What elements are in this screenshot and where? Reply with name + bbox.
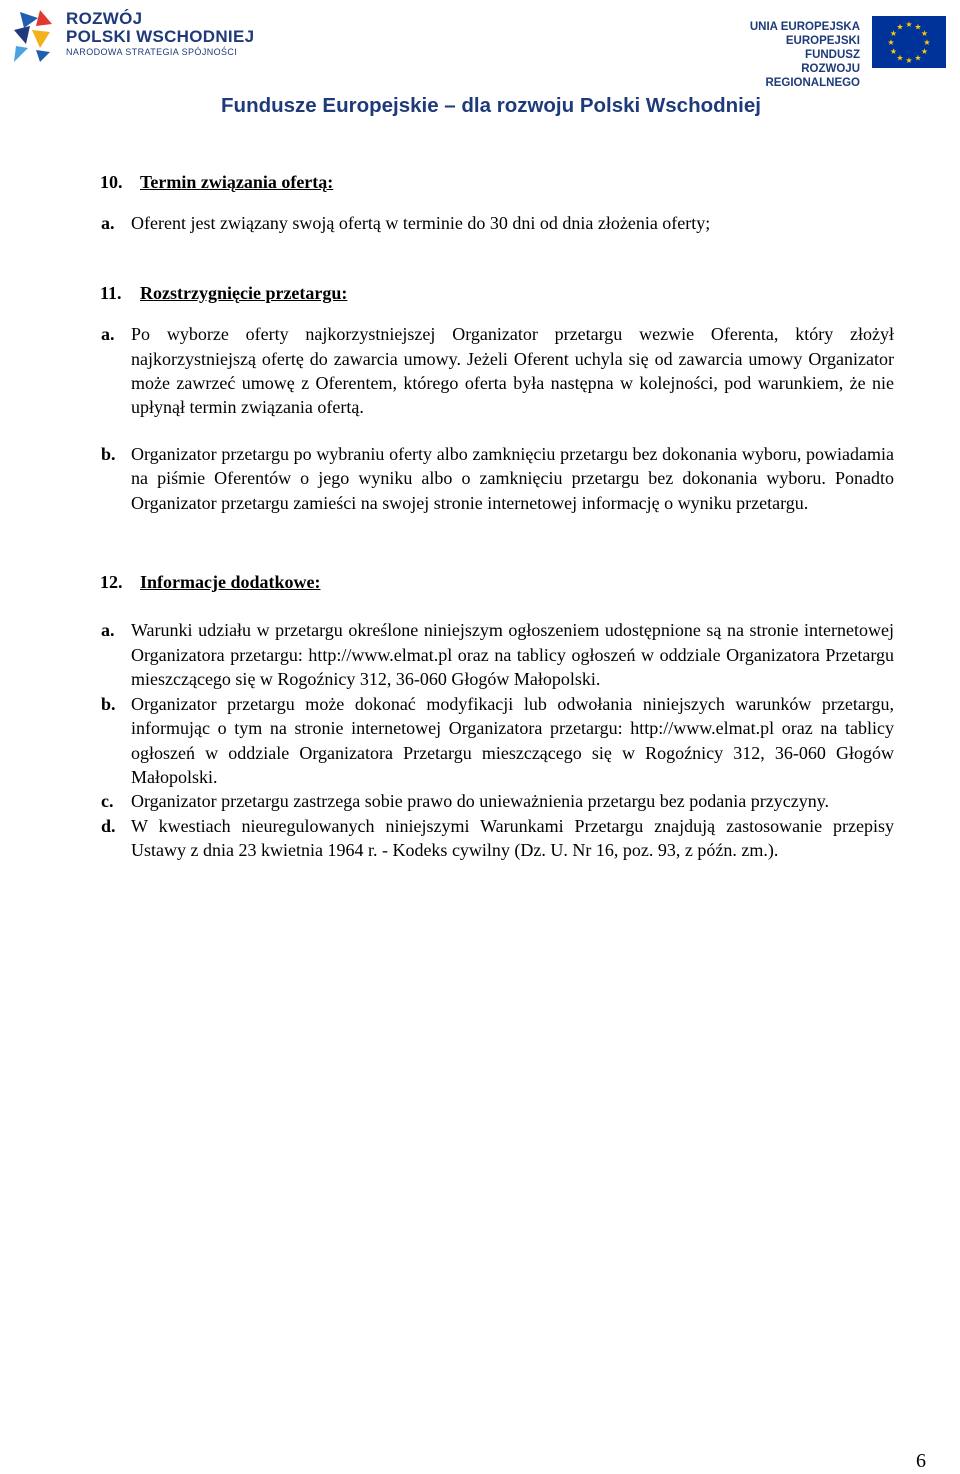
svg-text:★: ★ (889, 47, 898, 56)
eu-logo-line-1: UNIA EUROPEJSKA (749, 21, 860, 33)
list-item (66, 442, 928, 515)
page-header (0, 0, 960, 117)
list-item-label: a. (101, 620, 115, 641)
list-item-text: W kwestiach nieuregulowanych niniejszymi Warunkami Przetargu znajdują zastosowanie przepisy Ustawy z dnia 23 kwietnia 1964 r. - Kodeks cywilny (Dz. U. Nr 16, poz. 93, z późn. zm.). (131, 815, 894, 861)
list-item (66, 789, 928, 813)
list-item-label: a. (101, 324, 115, 345)
document-title: Fundusze Europejskie – dla rozwoju Polski Wschodniej (221, 94, 761, 117)
list-item-label: b. (101, 693, 116, 714)
section-title: Rozstrzygnięcie przetargu: (140, 282, 348, 303)
list-item-label: c. (101, 791, 114, 812)
star-emblem-icon (6, 4, 62, 64)
list-item (66, 211, 928, 235)
svg-text:★: ★ (920, 47, 929, 56)
list-item-text: Po wyborze oferty najkorzystniejszej Organizator przetargu wezwie Oferenta, który złożył najkorzystniejszą ofertę do zawarcia umowy. Jeżeli Oferent uchyla się od zawarcia umowy Organizator może zawrzeć umowę z Oferentem, którego oferta była następna w kolejności, pod warunkiem, że nie upłynął termin związania ofertą. (131, 324, 894, 418)
list-item-label: a. (101, 213, 115, 234)
section-number: 12. (100, 572, 123, 593)
logo-line-3: NARODOWA STRATEGIA SPÓJNOŚCI (66, 47, 238, 57)
list-item-text: Oferent jest związany swoją ofertą w terminie do 30 dni od dnia złożenia oferty; (131, 213, 711, 234)
svg-text:★: ★ (923, 38, 931, 47)
svg-text:★: ★ (896, 22, 904, 32)
list-item-label: b. (101, 443, 116, 464)
section-title: Termin związania ofertą: (140, 172, 334, 192)
eu-logo-line-3: ROZWOJU REGIONALNEGO (765, 63, 860, 89)
eu-flag-icon (872, 16, 946, 68)
list-item (66, 618, 928, 691)
list-item (66, 692, 928, 790)
svg-text:★: ★ (920, 29, 929, 38)
section-heading (100, 281, 928, 305)
section-heading (100, 170, 928, 194)
document-body (100, 170, 928, 863)
list-item-text: Organizator przetargu po wybraniu oferty albo zamknięciu przetargu bez dokonania wyboru, powiadamia na piśmie Oferentów o jego wyniku albo o zamknięciu przetargu bez dokonania wyboru. Ponadto Organizator przetargu zamieści na swojej stronie internetowej informację o wyniku przetargu. (131, 443, 894, 513)
section-number: 11. (100, 282, 122, 303)
svg-text:★: ★ (914, 22, 922, 32)
eu-logo (734, 14, 954, 89)
section-number: 10. (100, 172, 123, 192)
list-item-label: d. (101, 815, 116, 836)
list-item-text: Organizator przetargu może dokonać modyfikacji lub odwołania niniejszych warunków przetargu, informując o tym na stronie internetowej Organizatora przetargu: http://www.elmat.pl oraz na tablicy ogłoszeń w oddziale Organizatora Przetargu mieszczącego się w Rogoźnicy 312, 36-060 Głogów Małopolski. (131, 693, 894, 787)
svg-text:★: ★ (896, 53, 904, 63)
svg-text:★: ★ (905, 20, 913, 29)
logo-line-1: ROZWÓJ (66, 9, 143, 28)
page-number: 6 (916, 1450, 926, 1472)
eu-logo-line-2: EUROPEJSKI FUNDUSZ (785, 35, 860, 61)
logo-line-2: POLSKI WSCHODNIEJ (66, 27, 255, 46)
list-item (66, 322, 928, 420)
section-heading (100, 570, 928, 594)
rozwoj-polski-wschodniej-logo (6, 4, 266, 66)
list-item (66, 814, 928, 863)
svg-text:★: ★ (887, 38, 895, 47)
list-item-text: Warunki udziału w przetargu określone niniejszym ogłoszeniem udostępnione są na stronie internetowej Organizatora przetargu: http://www.elmat.pl oraz na tablicy ogłoszeń w oddziale Organizatora Przetargu mieszczącego się w Rogoźnicy 312, 36-060 Głogów Małopolski. (131, 620, 894, 690)
section-title: Informacje dodatkowe: (140, 572, 321, 593)
svg-text:★: ★ (905, 56, 913, 65)
svg-text:★: ★ (889, 29, 898, 38)
svg-text:★: ★ (914, 53, 922, 63)
list-item-text: Organizator przetargu zastrzega sobie prawo do unieważnienia przetargu bez podania przyczyny. (131, 791, 830, 812)
